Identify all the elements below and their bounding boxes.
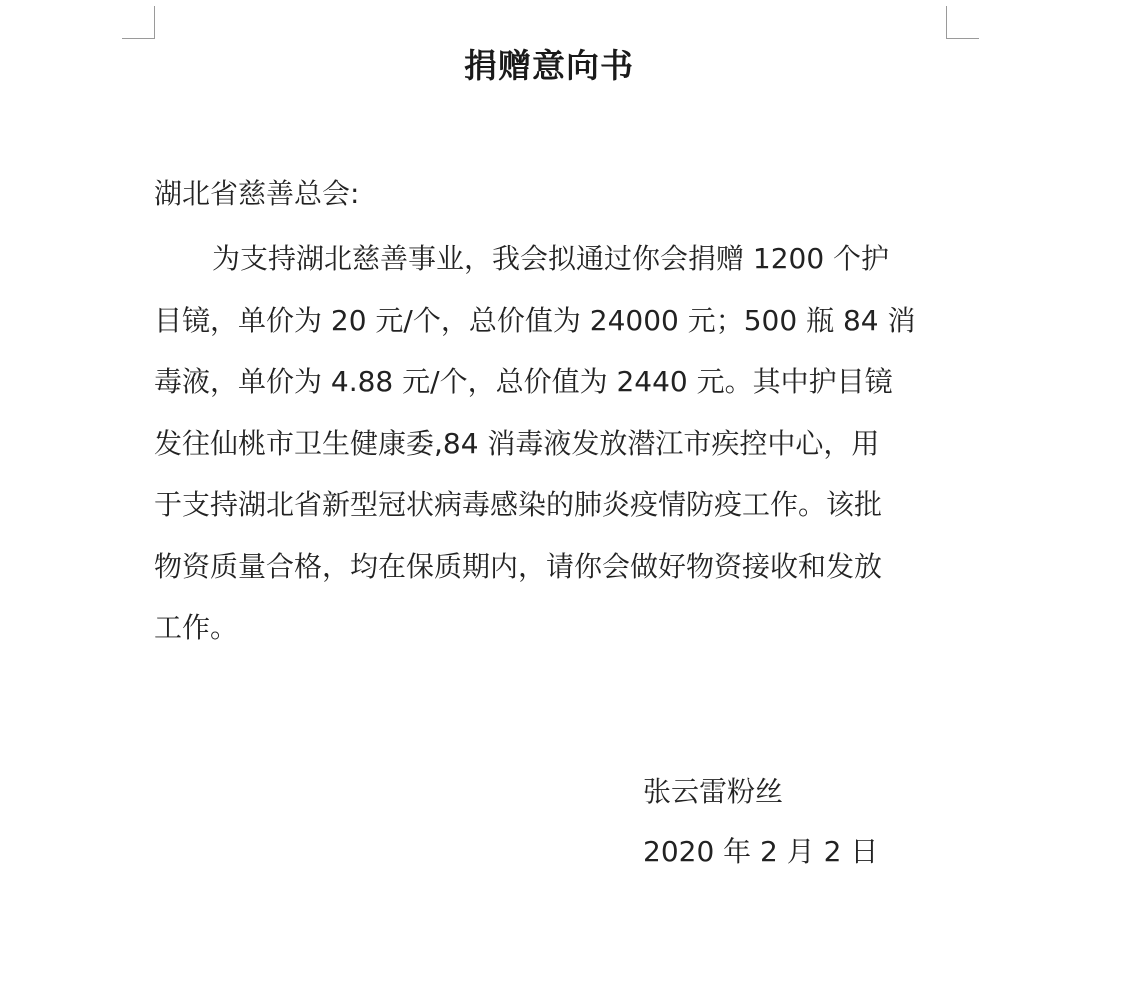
crop-mark-top-left: [122, 6, 155, 39]
document-title: 捐赠意向书: [464, 46, 634, 85]
body-paragraph: [154, 228, 954, 659]
crop-mark-top-right: [946, 6, 979, 39]
body-line: 物资质量合格，均在保质期内，请你会做好物资接收和发放: [154, 549, 883, 583]
body-line: 于支持湖北省新型冠状病毒感染的肺炎疫情防疫工作。该批: [154, 488, 883, 521]
date: 2020 年 2 月 2 日: [643, 835, 879, 868]
body-line: 为支持湖北慈善事业，我会拟通过你会捐赠 1200 个护: [212, 242, 890, 275]
salutation: 湖北省慈善总会:: [154, 177, 360, 210]
signature: 张云雷粉丝: [643, 775, 784, 808]
body-line: 发往仙桃市卫生健康委,84 消毒液发放潜江市疾控中心，用: [154, 426, 880, 460]
body-line: 目镜，单价为 20 元/个，总价值为 24000 元；500 瓶 84 消: [154, 303, 916, 337]
body-line: 工作。: [154, 611, 239, 644]
body-line: 毒液，单价为 4.88 元/个，总价值为 2440 元。其中护目镜: [154, 365, 893, 398]
